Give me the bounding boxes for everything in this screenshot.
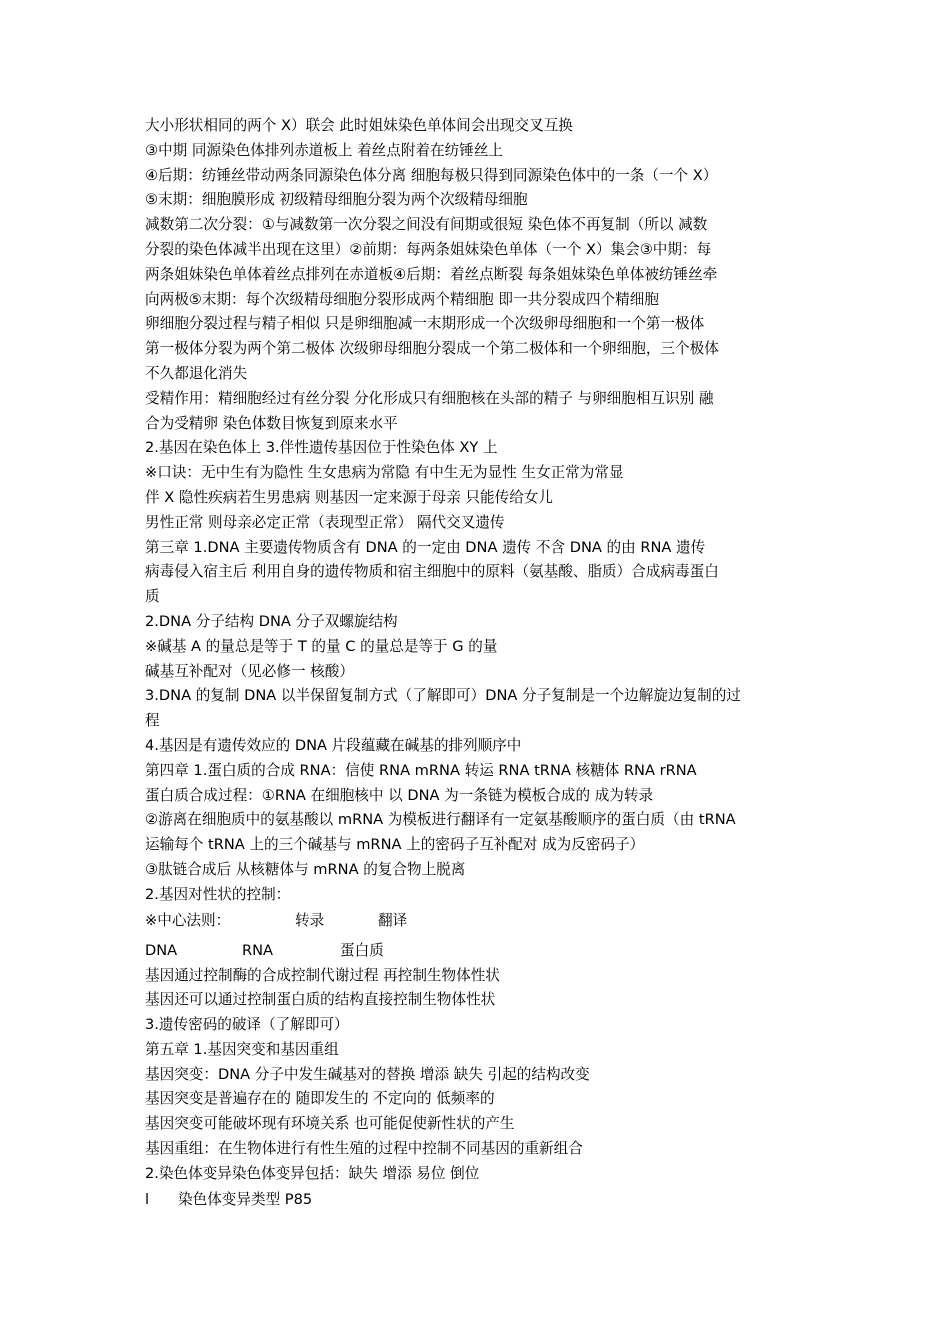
text-line: ③肽链合成后 从核糖体与 mRNA 的复合物上脱离 [145, 860, 466, 878]
text-line: ⑤末期：细胞膜形成 初级精母细胞分裂为两个次级精母细胞 [145, 191, 528, 209]
text-line: 分裂的染色体减半出现在这里）②前期：每两条姐妹染色单体（一个 X）集会③中期：每 [145, 240, 712, 258]
chromosome-variation-types: 染色体变异类型 P85 [178, 1190, 313, 1208]
protein-label: 蛋白质 [340, 941, 384, 959]
transcription-label: 转录 [295, 911, 325, 929]
text-line: 两条姐妹染色单体着丝点排列在赤道板④后期：着丝点断裂 每条姐妹染色单体被纺锤丝牵 [145, 265, 718, 283]
text-line: 伴 X 隐性疾病若生男患病 则基因一定来源于母亲 只能传给女儿 [145, 488, 553, 506]
text-line: ※碱基 A 的量总是等于 T 的量 C 的量总是等于 G 的量 [145, 637, 498, 655]
central-dogma-label: ※中心法则： [145, 911, 231, 929]
list-marker: l [145, 1190, 150, 1208]
document-body [145, 114, 815, 1213]
text-line: 2.染色体变异染色体变异包括：缺失 增添 易位 倒位 [145, 1164, 480, 1182]
dna-label: DNA [145, 941, 178, 959]
text-line: 基因突变是普遍存在的 随即发生的 不定向的 低频率的 [145, 1090, 495, 1108]
text-line: 病毒侵入宿主后 利用自身的遗传物质和宿主细胞中的原料（氨基酸、脂质）合成病毒蛋白 [145, 563, 719, 581]
text-line: 基因重组：在生物体进行有性生殖的过程中控制不同基因的重新组合 [145, 1140, 583, 1158]
text-line: 第一极体分裂为两个第二极体 次级卵母细胞分裂成一个第二极体和一个卵细胞，三个极体 [145, 340, 719, 358]
text-line: 运输每个 tRNA 上的三个碱基与 mRNA 上的密码子互补配对 成为反密码子） [145, 836, 645, 854]
text-line: 2.基因在染色体上 3.伴性遗传基因位于性染色体 XY 上 [145, 439, 498, 457]
text-line: 质 [145, 588, 160, 606]
text-line: 受精作用：精细胞经过有丝分裂 分化形成只有细胞核在头部的精子 与卵细胞相互识别 融 [145, 389, 714, 407]
rna-label: RNA [242, 941, 274, 959]
text-line: 减数第二次分裂：①与减数第一次分裂之间没有间期或很短 染色体不再复制（所以 减数 [145, 216, 708, 234]
text-line: 3.遗传密码的破译（了解即可） [145, 1016, 349, 1034]
chromosome-variation-row [145, 1187, 815, 1213]
text-line: 基因通过控制酶的合成控制代谢过程 再控制生物体性状 [145, 966, 500, 984]
central-dogma-flow-row [145, 938, 815, 964]
text-line: ④后期：纺锤丝带动两条同源染色体分离 细胞每极只得到同源染色体中的一条（一个 X） [145, 166, 718, 184]
text-line: 基因突变：DNA 分子中发生碱基对的替换 增添 缺失 引起的结构改变 [145, 1065, 590, 1083]
text-line: 3.DNA 的复制 DNA 以半保留复制方式（了解即可）DNA 分子复制是一个边解旋边复制的过 [145, 687, 741, 705]
text-line: ②游离在细胞质中的氨基酸以 mRNA 为模板进行翻译有一定氨基酸顺序的蛋白质（由 tRNA [145, 811, 736, 829]
text-line: 向两极⑤末期：每个次级精母细胞分裂形成两个精细胞 即一共分裂成四个精细胞 [145, 290, 659, 308]
text-line: 2.DNA 分子结构 DNA 分子双螺旋结构 [145, 612, 398, 630]
text-line: 不久都退化消失 [145, 364, 248, 382]
text-line: 基因还可以通过控制蛋白质的结构直接控制生物体性状 [145, 991, 496, 1009]
text-line: ※口诀：无中生有为隐性 生女患病为常隐 有中生无为显性 生女正常为常显 [145, 464, 624, 482]
text-line: ③中期 同源染色体排列赤道板上 着丝点附着在纺锤丝上 [145, 141, 504, 159]
text-line: 男性正常 则母亲必定正常（表现型正常） 隔代交叉遗传 [145, 513, 505, 531]
text-line: 大小形状相同的两个 X）联会 此时姐妹染色单体间会出现交叉互换 [145, 117, 573, 134]
text-line: 卵细胞分裂过程与精子相似 只是卵细胞减一末期形成一个次级卵母细胞和一个第一极体 [145, 315, 705, 333]
text-line: 4.基因是有遗传效应的 DNA 片段蕴藏在碱基的排列顺序中 [145, 736, 522, 754]
translation-label: 翻译 [378, 911, 408, 929]
text-line: 程 [145, 712, 160, 730]
text-line: 第五章 1.基因突变和基因重组 [145, 1040, 339, 1058]
text-line: 碱基互补配对（见必修一 核酸） [145, 662, 354, 680]
text-line: 第四章 1.蛋白质的合成 RNA：信使 RNA mRNA 转运 RNA tRNA 核糖体 RNA rRNA [145, 761, 697, 779]
text-line: 基因突变可能破坏现有环境关系 也可能促使新性状的产生 [145, 1115, 515, 1133]
text-line: 蛋白质合成过程：①RNA 在细胞核中 以 DNA 为一条链为模板合成的 成为转录 [145, 786, 654, 804]
central-dogma-label-row [145, 908, 815, 934]
text-line: 合为受精卵 染色体数目恢复到原来水平 [145, 414, 398, 432]
text-line: 第三章 1.DNA 主要遗传物质含有 DNA 的一定由 DNA 遗传 不含 DNA 的由 RNA 遗传 [145, 538, 706, 556]
text-line: 2.基因对性状的控制： [145, 885, 291, 903]
